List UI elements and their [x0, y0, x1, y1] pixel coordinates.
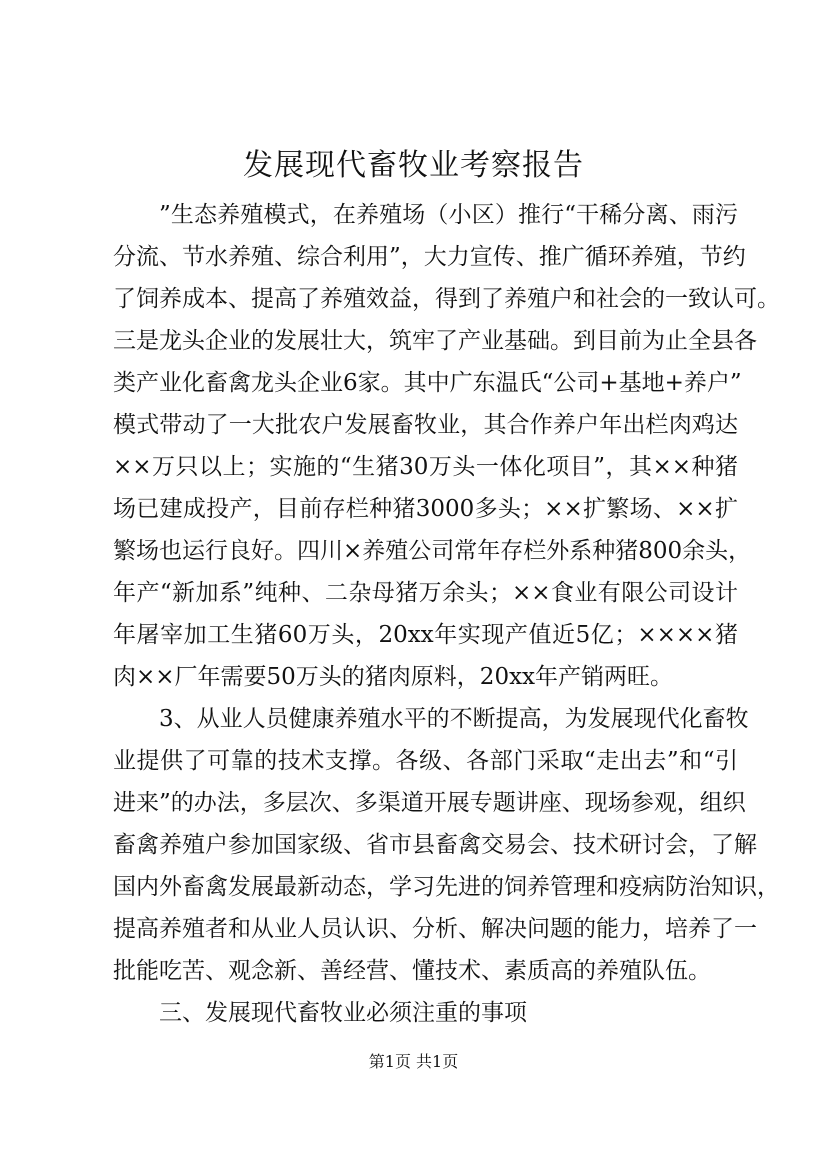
section-heading: 三、发展现代畜牧业必须注重的事项 — [159, 1000, 527, 1026]
text-line: 分流、节水养殖、综合利用”，大力宣传、推广循环养殖，节约 — [113, 244, 746, 270]
text-line: ××万只以上；实施的“生猪30万头一体化项目”，其××种猪 — [113, 454, 738, 480]
text-line: 提高养殖者和从业人员认识、分析、解决问题的能力，培养了一 — [113, 916, 757, 942]
text-line: 年屠宰加工生猪60万头，20xx年实现产值近5亿；××××猪 — [113, 622, 738, 648]
text-line: 业提供了可靠的技术支撑。各级、各部门采取“走出去”和“引 — [113, 748, 738, 774]
text-line: 畜禽养殖户参加国家级、省市县畜禽交易会、技术研讨会，了解 — [113, 832, 757, 858]
text-line: 国内外畜禽发展最新动态，学习先进的饲养管理和疫病防治知识， — [113, 874, 780, 900]
text-line: 肉××厂年需要50万头的猪肉原料，20xx年产销两旺。 — [113, 664, 674, 690]
text-line: 批能吃苦、观念新、善经营、懂技术、素质高的养殖队伍。 — [113, 958, 711, 984]
text-line: 类产业化畜禽龙头企业6家。其中广东温氏“公司+基地+养户” — [113, 370, 742, 396]
page-footer: 第1页 共1页 — [368, 1052, 459, 1071]
text-line: 了饲养成本、提高了养殖效益，得到了养殖户和社会的一致认可。 — [113, 286, 780, 312]
document-body — [113, 194, 780, 1034]
text-line: 模式带动了一大批农户发展畜牧业，其合作养户年出栏肉鸡达 — [113, 412, 738, 438]
text-line: 繁场也运行良好。四川×养殖公司常年存栏外系种猪800余头， — [113, 538, 752, 564]
text-line: 3、从业人员健康养殖水平的不断提高，为发展现代化畜牧 — [159, 706, 749, 732]
text-line: 三是龙头企业的发展壮大，筑牢了产业基础。到目前为止全县各 — [113, 328, 757, 354]
text-line: 年产“新加系”纯种、二杂母猪万余头；××食业有限公司设计 — [113, 580, 738, 606]
text-line: 场已建成投产，目前存栏种猪3000多头；××扩繁场、××扩 — [113, 496, 738, 522]
page-title: 发展现代畜牧业考察报告 — [243, 148, 584, 183]
text-line: ”生态养殖模式，在养殖场（小区）推行“干稀分离、雨污 — [159, 202, 738, 228]
text-line: 进来”的办法，多层次、多渠道开展专题讲座、现场参观，组织 — [113, 790, 746, 816]
